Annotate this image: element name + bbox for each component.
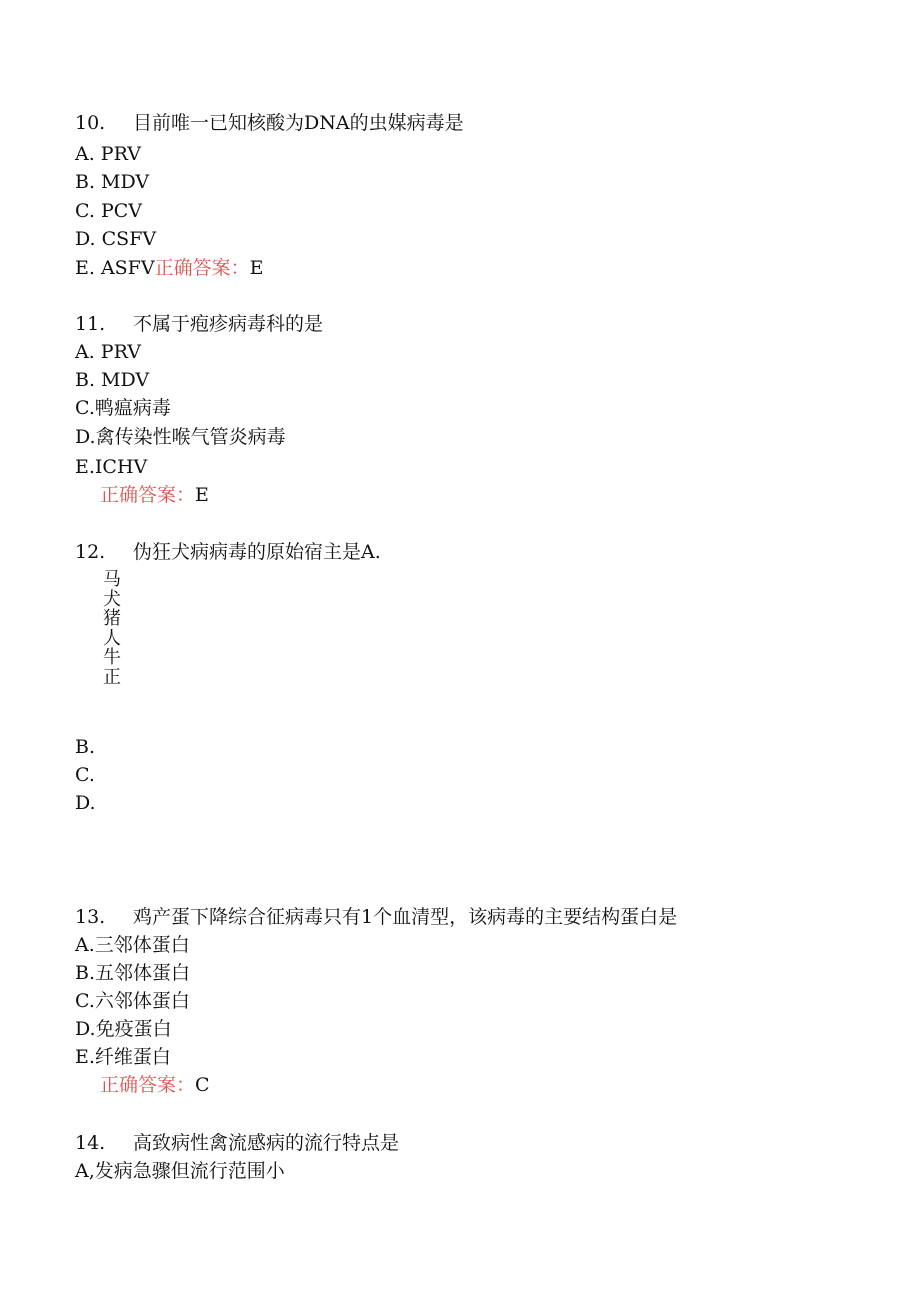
vertical-char: 猪 <box>103 608 121 630</box>
question-text: 伪狂犬病病毒的原始宿主是A. <box>133 541 381 563</box>
question-text: 高致病性禽流感病的流行特点是 <box>133 1132 400 1154</box>
answer-value: C <box>195 1074 210 1096</box>
question-number: 12. <box>75 541 106 563</box>
option-e: E.纤维蛋白 <box>75 1046 171 1068</box>
option-c: C. PCV <box>75 200 142 222</box>
question-number: 13. <box>75 906 106 928</box>
option-c: C. <box>75 764 95 786</box>
question-number: 11. <box>75 313 106 335</box>
question-text: 目前唯一已知核酸为DNA的虫媒病毒是 <box>133 112 464 134</box>
option-b: B. MDV <box>75 369 150 391</box>
question-text: 不属于疱疹病毒科的是 <box>133 313 324 335</box>
vertical-char: 犬 <box>103 588 121 610</box>
option-e-with-answer <box>75 256 263 280</box>
option-a: A.三邻体蛋白 <box>75 934 190 956</box>
option-b: B. MDV <box>75 171 150 193</box>
answer-label: 正确答案： <box>100 1074 196 1096</box>
answer-line <box>100 483 209 507</box>
option-d: D. CSFV <box>75 228 157 250</box>
option-c: C.六邻体蛋白 <box>75 990 190 1012</box>
question-10-stem <box>75 111 464 135</box>
vertical-options-column <box>103 570 125 688</box>
answer-line <box>100 1073 210 1097</box>
option-d: D. <box>75 792 96 814</box>
option-b: B.五邻体蛋白 <box>75 962 191 984</box>
question-14-stem <box>75 1131 399 1155</box>
option-a: A. PRV <box>75 143 141 165</box>
question-text: 鸡产蛋下降综合征病毒只有1个血清型，该病毒的主要结构蛋白是 <box>133 906 678 928</box>
question-13-stem <box>75 905 677 929</box>
question-number: 10. <box>75 112 106 134</box>
option-b: B. <box>75 736 96 758</box>
answer-value: E <box>195 484 209 506</box>
vertical-char: 马 <box>103 569 121 590</box>
answer-label: 正确答案： <box>154 257 250 279</box>
vertical-char: 正 <box>103 666 121 688</box>
option-a: A. PRV <box>75 341 141 363</box>
option-c: C.鸭瘟病毒 <box>75 397 171 419</box>
option-d: D.禽传染性喉气管炎病毒 <box>75 426 286 448</box>
option-e: E.ICHV <box>75 456 148 478</box>
option-e: E. ASFV <box>75 257 155 279</box>
option-a: A,发病急骤但流行范围小 <box>75 1160 285 1182</box>
question-12-stem <box>75 540 381 564</box>
vertical-char: 牛 <box>103 647 121 669</box>
vertical-char: 人 <box>103 627 121 649</box>
question-number: 14. <box>75 1132 106 1154</box>
answer-label: 正确答案： <box>100 484 196 506</box>
option-d: D.免疫蛋白 <box>75 1018 172 1040</box>
question-11-stem <box>75 312 323 336</box>
answer-value: E <box>249 257 264 279</box>
